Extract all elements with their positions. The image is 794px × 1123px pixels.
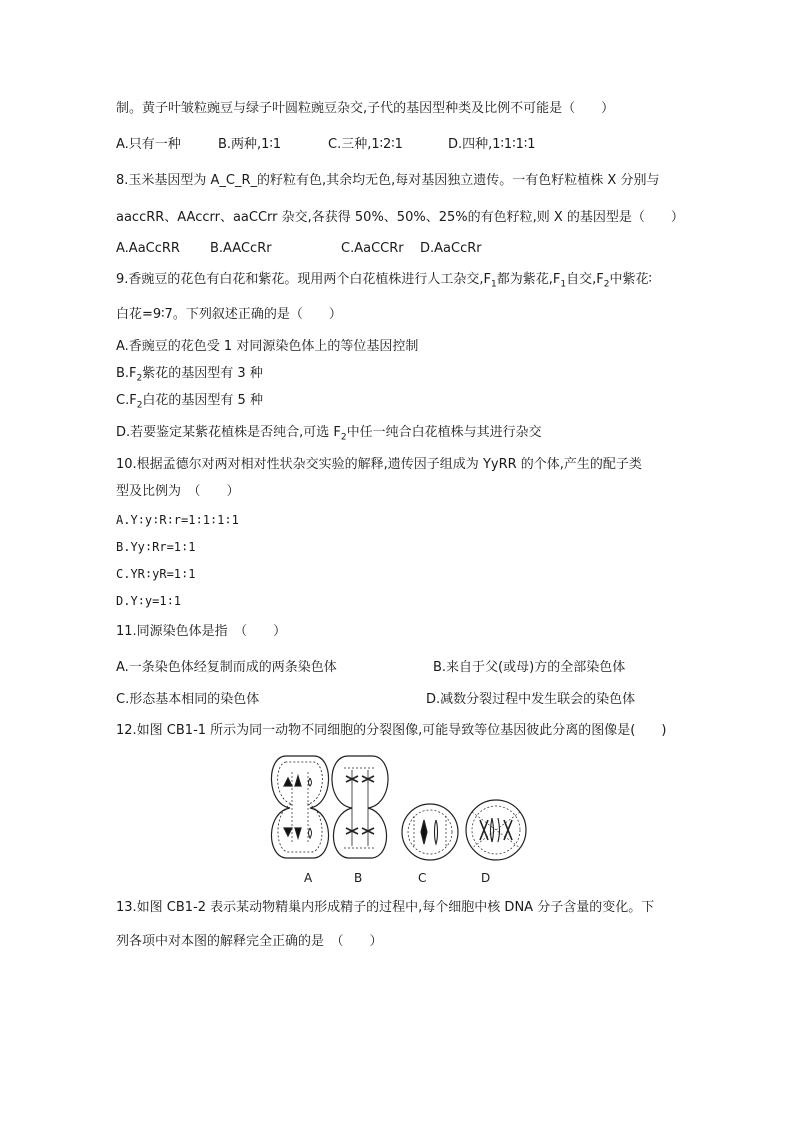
cell-d-diagram xyxy=(466,800,526,860)
q9-option-a: A.香豌豆的花色受 1 对同源染色体上的等位基因控制 xyxy=(116,339,419,354)
q9-stem-line1: 9.香豌豆的花色有白花和紫花。现用两个白花植株进行人工杂交$,F_1$都为紫花$,F_1$自交$,F_2$中紫花∶ xyxy=(116,272,652,290)
q7-stem: 制。黄子叶皱粒豌豆与绿子叶圆粒豌豆杂交,子代的基因型种类及比例不可能是（ ） xyxy=(116,101,615,116)
cell-b-diagram xyxy=(332,756,388,858)
q13-stem-line1: 13.如图 CB1-2 表示某动物精巢内形成精子的过程中,每个细胞中核 DNA 分子含量的变化。下 xyxy=(116,900,655,915)
q12-stem: 12.如图 CB1-1 所示为同一动物不同细胞的分裂图像,可能导致等位基因彼此分离的图像是( ) xyxy=(116,723,667,738)
q10-option-b: B.Yy∶Rr=1∶1 xyxy=(116,540,196,554)
q8-stem-line2: aaccRR、AAccrr、aaCCrr 杂交,各获得 50%、50%、25%的有色籽粒,则 X 的基因型是（ ） xyxy=(116,210,684,225)
q10-stem-line2: 型及比例为 （ ） xyxy=(116,484,240,499)
q10-option-c: C.YR∶yR=1∶1 xyxy=(116,567,196,581)
figure-label-d: D xyxy=(481,871,491,885)
q11-option-a: A.一条染色体经复制而成的两条染色体 xyxy=(116,660,337,675)
q13-stem-line2: 列各项中对本图的解释完全正确的是 （ ） xyxy=(116,934,383,949)
q9-option-b: $B.F_2$紫花的基因型有 3 种 xyxy=(116,366,263,384)
q8-option-d: D.AaCcRr xyxy=(420,241,482,256)
q11-option-c: C.形态基本相同的染色体 xyxy=(116,692,260,707)
figure-label-c: C xyxy=(418,871,427,885)
q9-stem-line2: 白花=9∶7。下列叙述正确的是（ ） xyxy=(116,307,342,322)
cell-c-diagram xyxy=(402,804,458,860)
figure-label-a: A xyxy=(304,871,313,885)
figure-label-b: B xyxy=(354,871,363,885)
q11-option-d: D.减数分裂过程中发生联会的染色体 xyxy=(426,692,636,707)
q8-option-a: A.AaCcRR xyxy=(116,241,180,256)
cell-division-figure xyxy=(262,752,532,864)
q7-option-a: A.只有一种 xyxy=(116,137,181,152)
q7-option-d: D.四种,1∶1∶1∶1 xyxy=(448,137,536,152)
q9-option-d: D.若要鉴定某紫花植株是否纯合,可选 $F_2$中任一纯合白花植株与其进行杂交 xyxy=(116,425,542,443)
q11-stem: 11.同源染色体是指 （ ） xyxy=(116,624,287,639)
q8-option-b: B.AACcRr xyxy=(210,241,272,256)
q10-stem-line1: 10.根据孟德尔对两对相对性状杂交实验的解释,遗传因子组成为 YyRR 的个体,产生的配子类 xyxy=(116,457,642,472)
q9-option-c: $C.F_2$白花的基因型有 5 种 xyxy=(116,393,263,411)
q7-option-c: C.三种,1∶2∶1 xyxy=(328,137,403,152)
q8-stem-line1: 8.玉米基因型为 A_C_R_的籽粒有色,其余均无色,每对基因独立遗传。一有色籽粒植株 X 分别与 xyxy=(116,173,660,188)
q8-option-c: C.AaCCRr xyxy=(341,241,404,256)
q7-option-b: B.两种,1∶1 xyxy=(218,137,282,152)
q10-option-d: D.Y∶y=1∶1 xyxy=(116,594,182,608)
cell-a-diagram xyxy=(271,756,328,858)
q10-option-a: A.Y∶y∶R∶r=1∶1∶1∶1 xyxy=(116,513,239,527)
q11-option-b: B.来自于父(或母)方的全部染色体 xyxy=(433,660,626,675)
